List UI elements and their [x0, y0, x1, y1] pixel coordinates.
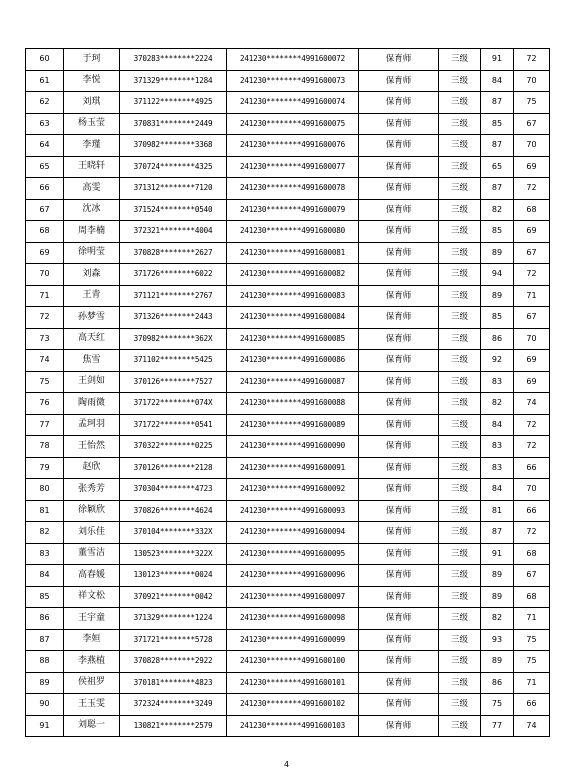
- table-row: [26, 70, 550, 92]
- cell-skill-score: 68: [514, 199, 550, 221]
- cell-seq-number: 66: [26, 178, 64, 200]
- page-number: 4: [283, 760, 290, 769]
- table-row: [26, 113, 550, 135]
- cell-candidate-name: 李姮: [64, 629, 120, 651]
- table-row: [26, 672, 550, 694]
- cell-seq-number: 80: [26, 479, 64, 501]
- cell-occupation: 保育师: [359, 457, 439, 479]
- table-row: [26, 242, 550, 264]
- table-row: [26, 522, 550, 544]
- cell-theory-score: 86: [481, 328, 514, 350]
- cell-level: 三级: [439, 113, 481, 135]
- cell-certificate-number: 241230********4991600101: [227, 672, 359, 694]
- cell-seq-number: 63: [26, 113, 64, 135]
- cell-seq-number: 86: [26, 608, 64, 630]
- cell-skill-score: 72: [514, 178, 550, 200]
- table-row: [26, 49, 550, 71]
- table-body: [26, 49, 550, 737]
- cell-level: 三级: [439, 457, 481, 479]
- cell-certificate-number: 241230********4991600089: [227, 414, 359, 436]
- cell-theory-score: 87: [481, 92, 514, 114]
- cell-certificate-number: 241230********4991600080: [227, 221, 359, 243]
- table-row: [26, 393, 550, 415]
- cell-theory-score: 82: [481, 608, 514, 630]
- table-row: [26, 178, 550, 200]
- cell-theory-score: 83: [481, 457, 514, 479]
- cell-theory-score: 85: [481, 221, 514, 243]
- cell-occupation: 保育师: [359, 221, 439, 243]
- cell-seq-number: 85: [26, 586, 64, 608]
- cell-certificate-number: 241230********4991600082: [227, 264, 359, 286]
- table-row: [26, 629, 550, 651]
- cell-certificate-number: 241230********4991600102: [227, 694, 359, 716]
- cell-skill-score: 75: [514, 92, 550, 114]
- table-row: [26, 92, 550, 114]
- cell-candidate-name: 孟珂羽: [64, 414, 120, 436]
- table-row: [26, 199, 550, 221]
- cell-occupation: 保育师: [359, 651, 439, 673]
- cell-id-number: 370828********2922: [120, 651, 227, 673]
- cell-level: 三级: [439, 651, 481, 673]
- cell-level: 三级: [439, 543, 481, 565]
- cell-level: 三级: [439, 414, 481, 436]
- cell-candidate-name: 王剑如: [64, 371, 120, 393]
- cell-level: 三级: [439, 694, 481, 716]
- cell-candidate-name: 侯祖罗: [64, 672, 120, 694]
- cell-occupation: 保育师: [359, 199, 439, 221]
- cell-skill-score: 72: [514, 264, 550, 286]
- cell-level: 三级: [439, 672, 481, 694]
- cell-occupation: 保育师: [359, 436, 439, 458]
- cell-seq-number: 60: [26, 49, 64, 71]
- cell-certificate-number: 241230********4991600083: [227, 285, 359, 307]
- cell-skill-score: 70: [514, 70, 550, 92]
- cell-level: 三级: [439, 178, 481, 200]
- cell-certificate-number: 241230********4991600099: [227, 629, 359, 651]
- cell-theory-score: 87: [481, 522, 514, 544]
- cell-skill-score: 69: [514, 350, 550, 372]
- cell-skill-score: 69: [514, 156, 550, 178]
- cell-certificate-number: 241230********4991600091: [227, 457, 359, 479]
- table-row: [26, 328, 550, 350]
- cell-certificate-number: 241230********4991600096: [227, 565, 359, 587]
- cell-level: 三级: [439, 156, 481, 178]
- cell-id-number: 370126********7527: [120, 371, 227, 393]
- table-row: [26, 715, 550, 737]
- table-row: [26, 543, 550, 565]
- cell-skill-score: 69: [514, 371, 550, 393]
- cell-id-number: 371329********1224: [120, 608, 227, 630]
- cell-occupation: 保育师: [359, 393, 439, 415]
- cell-seq-number: 81: [26, 500, 64, 522]
- cell-theory-score: 89: [481, 565, 514, 587]
- cell-level: 三级: [439, 264, 481, 286]
- cell-id-number: 371329********1284: [120, 70, 227, 92]
- cell-certificate-number: 241230********4991600098: [227, 608, 359, 630]
- cell-skill-score: 66: [514, 457, 550, 479]
- cell-level: 三级: [439, 49, 481, 71]
- table-row: [26, 479, 550, 501]
- cell-candidate-name: 李燕植: [64, 651, 120, 673]
- table-row: [26, 307, 550, 329]
- results-table: [25, 48, 550, 737]
- cell-level: 三级: [439, 608, 481, 630]
- cell-occupation: 保育师: [359, 543, 439, 565]
- cell-candidate-name: 王晓轩: [64, 156, 120, 178]
- cell-certificate-number: 241230********4991600103: [227, 715, 359, 737]
- cell-seq-number: 82: [26, 522, 64, 544]
- cell-theory-score: 65: [481, 156, 514, 178]
- cell-occupation: 保育师: [359, 629, 439, 651]
- cell-skill-score: 67: [514, 113, 550, 135]
- cell-theory-score: 89: [481, 285, 514, 307]
- cell-theory-score: 91: [481, 49, 514, 71]
- cell-candidate-name: 焦雪: [64, 350, 120, 372]
- cell-theory-score: 85: [481, 307, 514, 329]
- cell-occupation: 保育师: [359, 414, 439, 436]
- table-row: [26, 156, 550, 178]
- cell-certificate-number: 241230********4991600086: [227, 350, 359, 372]
- cell-skill-score: 71: [514, 608, 550, 630]
- cell-skill-score: 66: [514, 694, 550, 716]
- cell-level: 三级: [439, 135, 481, 157]
- cell-certificate-number: 241230********4991600085: [227, 328, 359, 350]
- cell-skill-score: 74: [514, 715, 550, 737]
- cell-certificate-number: 241230********4991600097: [227, 586, 359, 608]
- cell-theory-score: 93: [481, 629, 514, 651]
- cell-theory-score: 83: [481, 371, 514, 393]
- cell-occupation: 保育师: [359, 694, 439, 716]
- cell-theory-score: 87: [481, 135, 514, 157]
- cell-certificate-number: 241230********4991600100: [227, 651, 359, 673]
- cell-theory-score: 89: [481, 242, 514, 264]
- cell-candidate-name: 李悦: [64, 70, 120, 92]
- cell-occupation: 保育师: [359, 92, 439, 114]
- cell-id-number: 370826********4624: [120, 500, 227, 522]
- cell-occupation: 保育师: [359, 586, 439, 608]
- table-row: [26, 264, 550, 286]
- cell-id-number: 370831********2449: [120, 113, 227, 135]
- cell-level: 三级: [439, 221, 481, 243]
- cell-id-number: 370921********0042: [120, 586, 227, 608]
- cell-level: 三级: [439, 629, 481, 651]
- cell-skill-score: 66: [514, 500, 550, 522]
- cell-seq-number: 78: [26, 436, 64, 458]
- cell-level: 三级: [439, 371, 481, 393]
- cell-occupation: 保育师: [359, 49, 439, 71]
- cell-theory-score: 82: [481, 393, 514, 415]
- cell-id-number: 370724********4325: [120, 156, 227, 178]
- results-table-container: [25, 48, 550, 737]
- cell-skill-score: 67: [514, 242, 550, 264]
- cell-seq-number: 76: [26, 393, 64, 415]
- cell-certificate-number: 241230********4991600090: [227, 436, 359, 458]
- cell-theory-score: 83: [481, 436, 514, 458]
- cell-skill-score: 72: [514, 522, 550, 544]
- cell-level: 三级: [439, 350, 481, 372]
- table-row: [26, 457, 550, 479]
- cell-skill-score: 75: [514, 629, 550, 651]
- cell-level: 三级: [439, 328, 481, 350]
- cell-skill-score: 67: [514, 565, 550, 587]
- cell-seq-number: 84: [26, 565, 64, 587]
- cell-candidate-name: 沈冰: [64, 199, 120, 221]
- cell-seq-number: 65: [26, 156, 64, 178]
- cell-candidate-name: 高雯: [64, 178, 120, 200]
- cell-theory-score: 85: [481, 113, 514, 135]
- cell-theory-score: 86: [481, 672, 514, 694]
- cell-theory-score: 84: [481, 414, 514, 436]
- cell-seq-number: 69: [26, 242, 64, 264]
- cell-theory-score: 87: [481, 178, 514, 200]
- cell-seq-number: 64: [26, 135, 64, 157]
- cell-certificate-number: 241230********4991600081: [227, 242, 359, 264]
- cell-skill-score: 68: [514, 543, 550, 565]
- cell-level: 三级: [439, 715, 481, 737]
- table-row: [26, 414, 550, 436]
- cell-certificate-number: 241230********4991600078: [227, 178, 359, 200]
- cell-id-number: 371721********5728: [120, 629, 227, 651]
- cell-id-number: 370982********3368: [120, 135, 227, 157]
- table-row: [26, 436, 550, 458]
- cell-seq-number: 87: [26, 629, 64, 651]
- cell-occupation: 保育师: [359, 522, 439, 544]
- cell-id-number: 371722********0541: [120, 414, 227, 436]
- cell-candidate-name: 刘乐佳: [64, 522, 120, 544]
- cell-candidate-name: 王青: [64, 285, 120, 307]
- cell-seq-number: 67: [26, 199, 64, 221]
- cell-level: 三级: [439, 92, 481, 114]
- table-row: [26, 221, 550, 243]
- cell-seq-number: 72: [26, 307, 64, 329]
- cell-candidate-name: 李瑾: [64, 135, 120, 157]
- cell-level: 三级: [439, 285, 481, 307]
- cell-candidate-name: 徐明莹: [64, 242, 120, 264]
- cell-level: 三级: [439, 307, 481, 329]
- cell-candidate-name: 孙梦雪: [64, 307, 120, 329]
- cell-seq-number: 79: [26, 457, 64, 479]
- cell-certificate-number: 241230********4991600076: [227, 135, 359, 157]
- cell-seq-number: 91: [26, 715, 64, 737]
- cell-certificate-number: 241230********4991600093: [227, 500, 359, 522]
- cell-id-number: 371312********7120: [120, 178, 227, 200]
- cell-certificate-number: 241230********4991600088: [227, 393, 359, 415]
- cell-seq-number: 70: [26, 264, 64, 286]
- cell-certificate-number: 241230********4991600079: [227, 199, 359, 221]
- cell-certificate-number: 241230********4991600075: [227, 113, 359, 135]
- cell-id-number: 370304********4723: [120, 479, 227, 501]
- cell-id-number: 371121********2767: [120, 285, 227, 307]
- cell-level: 三级: [439, 393, 481, 415]
- cell-candidate-name: 王玉雯: [64, 694, 120, 716]
- cell-occupation: 保育师: [359, 565, 439, 587]
- cell-theory-score: 77: [481, 715, 514, 737]
- cell-theory-score: 94: [481, 264, 514, 286]
- cell-skill-score: 72: [514, 414, 550, 436]
- cell-occupation: 保育师: [359, 328, 439, 350]
- cell-id-number: 370181********4823: [120, 672, 227, 694]
- cell-occupation: 保育师: [359, 715, 439, 737]
- cell-id-number: 370126********2128: [120, 457, 227, 479]
- cell-candidate-name: 祥文松: [64, 586, 120, 608]
- cell-certificate-number: 241230********4991600074: [227, 92, 359, 114]
- cell-seq-number: 83: [26, 543, 64, 565]
- cell-id-number: 372321********4004: [120, 221, 227, 243]
- cell-level: 三级: [439, 199, 481, 221]
- cell-level: 三级: [439, 70, 481, 92]
- cell-certificate-number: 241230********4991600072: [227, 49, 359, 71]
- cell-candidate-name: 杨玉莹: [64, 113, 120, 135]
- table-row: [26, 651, 550, 673]
- table-row: [26, 350, 550, 372]
- cell-id-number: 371326********2443: [120, 307, 227, 329]
- cell-certificate-number: 241230********4991600084: [227, 307, 359, 329]
- cell-candidate-name: 刘聪一: [64, 715, 120, 737]
- cell-occupation: 保育师: [359, 500, 439, 522]
- cell-skill-score: 71: [514, 285, 550, 307]
- cell-level: 三级: [439, 522, 481, 544]
- cell-certificate-number: 241230********4991600095: [227, 543, 359, 565]
- cell-skill-score: 74: [514, 393, 550, 415]
- cell-seq-number: 75: [26, 371, 64, 393]
- cell-id-number: 370322********0225: [120, 436, 227, 458]
- cell-id-number: 371524********0540: [120, 199, 227, 221]
- cell-id-number: 372324********3249: [120, 694, 227, 716]
- cell-candidate-name: 王怡然: [64, 436, 120, 458]
- cell-candidate-name: 于珂: [64, 49, 120, 71]
- cell-skill-score: 69: [514, 221, 550, 243]
- cell-theory-score: 91: [481, 543, 514, 565]
- cell-id-number: 371722********074X: [120, 393, 227, 415]
- table-row: [26, 135, 550, 157]
- cell-skill-score: 68: [514, 586, 550, 608]
- cell-skill-score: 70: [514, 328, 550, 350]
- cell-candidate-name: 高春媛: [64, 565, 120, 587]
- cell-skill-score: 70: [514, 479, 550, 501]
- cell-candidate-name: 徐颖欣: [64, 500, 120, 522]
- cell-occupation: 保育师: [359, 135, 439, 157]
- cell-seq-number: 68: [26, 221, 64, 243]
- cell-candidate-name: 陶雨微: [64, 393, 120, 415]
- cell-skill-score: 72: [514, 49, 550, 71]
- cell-occupation: 保育师: [359, 113, 439, 135]
- cell-certificate-number: 241230********4991600087: [227, 371, 359, 393]
- cell-seq-number: 71: [26, 285, 64, 307]
- cell-occupation: 保育师: [359, 156, 439, 178]
- cell-skill-score: 71: [514, 672, 550, 694]
- cell-certificate-number: 241230********4991600092: [227, 479, 359, 501]
- table-row: [26, 608, 550, 630]
- table-row: [26, 285, 550, 307]
- cell-candidate-name: 刘森: [64, 264, 120, 286]
- cell-id-number: 370104********332X: [120, 522, 227, 544]
- cell-candidate-name: 赵欣: [64, 457, 120, 479]
- cell-id-number: 370982********362X: [120, 328, 227, 350]
- cell-seq-number: 61: [26, 70, 64, 92]
- cell-theory-score: 84: [481, 479, 514, 501]
- cell-seq-number: 89: [26, 672, 64, 694]
- cell-id-number: 370828********2627: [120, 242, 227, 264]
- cell-candidate-name: 张秀芳: [64, 479, 120, 501]
- cell-theory-score: 81: [481, 500, 514, 522]
- cell-theory-score: 92: [481, 350, 514, 372]
- cell-seq-number: 74: [26, 350, 64, 372]
- cell-skill-score: 70: [514, 135, 550, 157]
- cell-seq-number: 88: [26, 651, 64, 673]
- cell-id-number: 130821********2579: [120, 715, 227, 737]
- cell-occupation: 保育师: [359, 350, 439, 372]
- cell-certificate-number: 241230********4991600077: [227, 156, 359, 178]
- cell-theory-score: 89: [481, 651, 514, 673]
- table-row: [26, 586, 550, 608]
- cell-theory-score: 89: [481, 586, 514, 608]
- cell-id-number: 370283********2224: [120, 49, 227, 71]
- cell-candidate-name: 高天红: [64, 328, 120, 350]
- cell-seq-number: 90: [26, 694, 64, 716]
- cell-skill-score: 72: [514, 436, 550, 458]
- cell-theory-score: 82: [481, 199, 514, 221]
- cell-seq-number: 62: [26, 92, 64, 114]
- cell-candidate-name: 刘琪: [64, 92, 120, 114]
- cell-occupation: 保育师: [359, 264, 439, 286]
- cell-id-number: 371102********5425: [120, 350, 227, 372]
- cell-theory-score: 75: [481, 694, 514, 716]
- cell-occupation: 保育师: [359, 178, 439, 200]
- cell-level: 三级: [439, 586, 481, 608]
- cell-level: 三级: [439, 436, 481, 458]
- cell-seq-number: 77: [26, 414, 64, 436]
- cell-seq-number: 73: [26, 328, 64, 350]
- cell-certificate-number: 241230********4991600073: [227, 70, 359, 92]
- cell-certificate-number: 241230********4991600094: [227, 522, 359, 544]
- table-row: [26, 565, 550, 587]
- cell-theory-score: 84: [481, 70, 514, 92]
- cell-level: 三级: [439, 565, 481, 587]
- cell-occupation: 保育师: [359, 479, 439, 501]
- cell-id-number: 130123********0024: [120, 565, 227, 587]
- table-row: [26, 694, 550, 716]
- cell-level: 三级: [439, 479, 481, 501]
- cell-occupation: 保育师: [359, 242, 439, 264]
- cell-skill-score: 75: [514, 651, 550, 673]
- table-row: [26, 500, 550, 522]
- cell-candidate-name: 周李楠: [64, 221, 120, 243]
- cell-occupation: 保育师: [359, 285, 439, 307]
- cell-occupation: 保育师: [359, 307, 439, 329]
- cell-occupation: 保育师: [359, 672, 439, 694]
- cell-skill-score: 67: [514, 307, 550, 329]
- cell-occupation: 保育师: [359, 371, 439, 393]
- cell-level: 三级: [439, 242, 481, 264]
- table-row: [26, 371, 550, 393]
- cell-id-number: 130523********322X: [120, 543, 227, 565]
- cell-occupation: 保育师: [359, 70, 439, 92]
- cell-id-number: 371122********4925: [120, 92, 227, 114]
- cell-occupation: 保育师: [359, 608, 439, 630]
- cell-candidate-name: 董雪洁: [64, 543, 120, 565]
- cell-level: 三级: [439, 500, 481, 522]
- cell-candidate-name: 王宇童: [64, 608, 120, 630]
- cell-id-number: 371726********6022: [120, 264, 227, 286]
